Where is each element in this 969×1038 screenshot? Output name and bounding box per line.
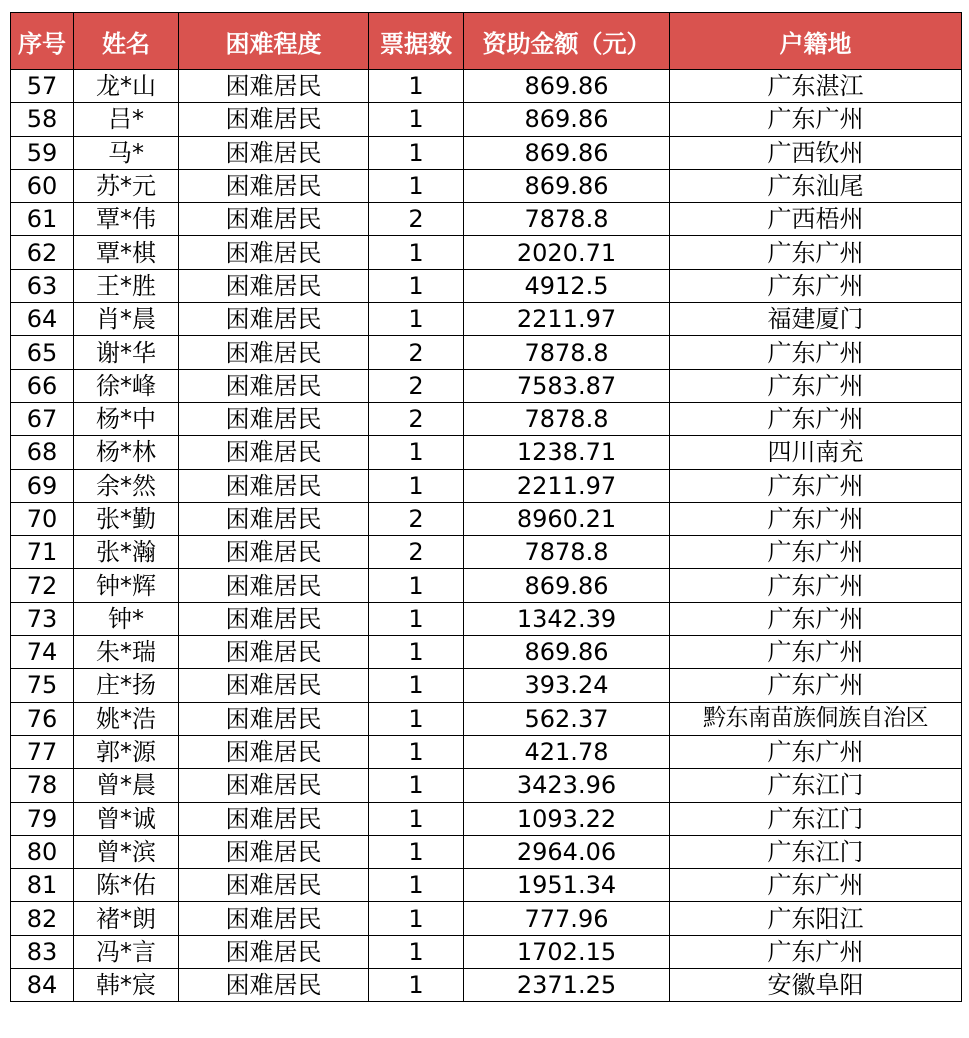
- cell-name: 徐*峰: [74, 369, 179, 402]
- cell-name: 肖*晨: [74, 303, 179, 336]
- table-row: [11, 935, 962, 968]
- cell-aid-amount: 421.78: [464, 735, 670, 768]
- cell-name: 吕*: [74, 103, 179, 136]
- cell-hardship-level: 困难居民: [179, 169, 369, 202]
- cell-receipt-count: 1: [369, 136, 464, 169]
- table-row: [11, 303, 962, 336]
- cell-index: 57: [11, 70, 74, 103]
- cell-receipt-count: 2: [369, 203, 464, 236]
- cell-household-registration: 广东江门: [670, 769, 962, 802]
- cell-index: 78: [11, 769, 74, 802]
- cell-name: 覃*棋: [74, 236, 179, 269]
- table-row: [11, 735, 962, 768]
- cell-receipt-count: 1: [369, 702, 464, 735]
- cell-name: 朱*瑞: [74, 636, 179, 669]
- cell-household-registration: 广东广州: [670, 735, 962, 768]
- cell-name: 王*胜: [74, 269, 179, 302]
- table-row: [11, 502, 962, 535]
- cell-household-registration: 广东广州: [670, 502, 962, 535]
- cell-receipt-count: 1: [369, 869, 464, 902]
- cell-hardship-level: 困难居民: [179, 802, 369, 835]
- cell-household-registration: 广西钦州: [670, 136, 962, 169]
- cell-name: 张*瀚: [74, 536, 179, 569]
- cell-name: 姚*浩: [74, 702, 179, 735]
- cell-aid-amount: 869.86: [464, 136, 670, 169]
- cell-receipt-count: 1: [369, 236, 464, 269]
- cell-aid-amount: 869.86: [464, 569, 670, 602]
- cell-index: 80: [11, 835, 74, 868]
- cell-name: 龙*山: [74, 70, 179, 103]
- table-body: [11, 70, 962, 1002]
- cell-name: 韩*宸: [74, 969, 179, 1002]
- cell-household-registration: 黔东南苗族侗族自治区: [670, 702, 962, 735]
- table-row: [11, 169, 962, 202]
- cell-household-registration: 广东广州: [670, 602, 962, 635]
- cell-receipt-count: 2: [369, 336, 464, 369]
- cell-index: 63: [11, 269, 74, 302]
- cell-aid-amount: 7878.8: [464, 536, 670, 569]
- cell-aid-amount: 3423.96: [464, 769, 670, 802]
- cell-name: 陈*佑: [74, 869, 179, 902]
- cell-hardship-level: 困难居民: [179, 835, 369, 868]
- cell-hardship-level: 困难居民: [179, 769, 369, 802]
- table-row: [11, 869, 962, 902]
- cell-index: 74: [11, 636, 74, 669]
- cell-aid-amount: 1093.22: [464, 802, 670, 835]
- cell-name: 马*: [74, 136, 179, 169]
- cell-index: 83: [11, 935, 74, 968]
- cell-receipt-count: 2: [369, 402, 464, 435]
- cell-index: 60: [11, 169, 74, 202]
- cell-receipt-count: 1: [369, 902, 464, 935]
- cell-hardship-level: 困难居民: [179, 602, 369, 635]
- cell-receipt-count: 1: [369, 169, 464, 202]
- cell-household-registration: 福建厦门: [670, 303, 962, 336]
- header-name: 姓名: [74, 13, 179, 70]
- cell-index: 75: [11, 669, 74, 702]
- cell-name: 张*勤: [74, 502, 179, 535]
- table-row: [11, 402, 962, 435]
- table-row: [11, 70, 962, 103]
- cell-hardship-level: 困难居民: [179, 70, 369, 103]
- cell-household-registration: 广东广州: [670, 636, 962, 669]
- cell-receipt-count: 2: [369, 369, 464, 402]
- cell-aid-amount: 869.86: [464, 70, 670, 103]
- cell-household-registration: 四川南充: [670, 436, 962, 469]
- cell-aid-amount: 7878.8: [464, 402, 670, 435]
- cell-hardship-level: 困难居民: [179, 502, 369, 535]
- table-row: [11, 835, 962, 868]
- table-row: [11, 602, 962, 635]
- cell-receipt-count: 1: [369, 436, 464, 469]
- cell-name: 庄*扬: [74, 669, 179, 702]
- cell-household-registration: 广东广州: [670, 935, 962, 968]
- cell-aid-amount: 2020.71: [464, 236, 670, 269]
- cell-household-registration: 广西梧州: [670, 203, 962, 236]
- cell-hardship-level: 困难居民: [179, 569, 369, 602]
- cell-hardship-level: 困难居民: [179, 203, 369, 236]
- cell-aid-amount: 2371.25: [464, 969, 670, 1002]
- cell-name: 苏*元: [74, 169, 179, 202]
- cell-aid-amount: 4912.5: [464, 269, 670, 302]
- cell-household-registration: 广东广州: [670, 669, 962, 702]
- cell-hardship-level: 困难居民: [179, 402, 369, 435]
- cell-aid-amount: 869.86: [464, 103, 670, 136]
- cell-name: 郭*源: [74, 735, 179, 768]
- cell-household-registration: 广东江门: [670, 802, 962, 835]
- cell-aid-amount: 562.37: [464, 702, 670, 735]
- cell-receipt-count: 1: [369, 835, 464, 868]
- cell-household-registration: 广东广州: [670, 103, 962, 136]
- table-row: [11, 203, 962, 236]
- header-aid-amount: 资助金额（元）: [464, 13, 670, 70]
- cell-name: 谢*华: [74, 336, 179, 369]
- table-row: [11, 636, 962, 669]
- cell-index: 61: [11, 203, 74, 236]
- cell-name: 曾*晨: [74, 769, 179, 802]
- cell-index: 67: [11, 402, 74, 435]
- cell-aid-amount: 7583.87: [464, 369, 670, 402]
- cell-index: 65: [11, 336, 74, 369]
- table-row: [11, 436, 962, 469]
- table-row: [11, 369, 962, 402]
- table-row: [11, 702, 962, 735]
- cell-index: 71: [11, 536, 74, 569]
- cell-household-registration: 广东广州: [670, 569, 962, 602]
- cell-receipt-count: 1: [369, 103, 464, 136]
- cell-index: 81: [11, 869, 74, 902]
- table-row: [11, 769, 962, 802]
- cell-receipt-count: 2: [369, 502, 464, 535]
- cell-index: 77: [11, 735, 74, 768]
- cell-receipt-count: 1: [369, 802, 464, 835]
- header-household-registration: 户籍地: [670, 13, 962, 70]
- cell-household-registration: 广东广州: [670, 369, 962, 402]
- cell-name: 钟*辉: [74, 569, 179, 602]
- cell-aid-amount: 7878.8: [464, 336, 670, 369]
- cell-name: 褚*朗: [74, 902, 179, 935]
- cell-household-registration: 广东广州: [670, 469, 962, 502]
- cell-index: 66: [11, 369, 74, 402]
- header-hardship-level: 困难程度: [179, 13, 369, 70]
- cell-receipt-count: 1: [369, 969, 464, 1002]
- cell-index: 64: [11, 303, 74, 336]
- cell-receipt-count: 1: [369, 602, 464, 635]
- cell-aid-amount: 1702.15: [464, 935, 670, 968]
- cell-hardship-level: 困难居民: [179, 136, 369, 169]
- cell-receipt-count: 1: [369, 669, 464, 702]
- cell-aid-amount: 393.24: [464, 669, 670, 702]
- cell-hardship-level: 困难居民: [179, 636, 369, 669]
- cell-aid-amount: 7878.8: [464, 203, 670, 236]
- cell-name: 曾*诚: [74, 802, 179, 835]
- cell-hardship-level: 困难居民: [179, 969, 369, 1002]
- cell-index: 72: [11, 569, 74, 602]
- cell-hardship-level: 困难居民: [179, 669, 369, 702]
- cell-receipt-count: 1: [369, 70, 464, 103]
- cell-aid-amount: 869.86: [464, 169, 670, 202]
- cell-index: 68: [11, 436, 74, 469]
- cell-aid-amount: 8960.21: [464, 502, 670, 535]
- cell-hardship-level: 困难居民: [179, 869, 369, 902]
- cell-aid-amount: 869.86: [464, 636, 670, 669]
- cell-receipt-count: 1: [369, 469, 464, 502]
- table-row: [11, 669, 962, 702]
- header-receipt-count: 票据数: [369, 13, 464, 70]
- cell-household-registration: 广东阳江: [670, 902, 962, 935]
- cell-hardship-level: 困难居民: [179, 735, 369, 768]
- table-row: [11, 469, 962, 502]
- cell-aid-amount: 1238.71: [464, 436, 670, 469]
- cell-receipt-count: 1: [369, 735, 464, 768]
- cell-aid-amount: 2964.06: [464, 835, 670, 868]
- table-row: [11, 136, 962, 169]
- cell-household-registration: 广东广州: [670, 536, 962, 569]
- cell-index: 62: [11, 236, 74, 269]
- table-row: [11, 536, 962, 569]
- cell-hardship-level: 困难居民: [179, 935, 369, 968]
- header-row: [11, 13, 962, 70]
- cell-hardship-level: 困难居民: [179, 303, 369, 336]
- cell-hardship-level: 困难居民: [179, 702, 369, 735]
- cell-index: 82: [11, 902, 74, 935]
- cell-receipt-count: 1: [369, 569, 464, 602]
- cell-name: 冯*言: [74, 935, 179, 968]
- cell-name: 杨*林: [74, 436, 179, 469]
- cell-aid-amount: 1342.39: [464, 602, 670, 635]
- header-index: 序号: [11, 13, 74, 70]
- cell-aid-amount: 777.96: [464, 902, 670, 935]
- cell-name: 余*然: [74, 469, 179, 502]
- cell-household-registration: 广东广州: [670, 269, 962, 302]
- cell-index: 79: [11, 802, 74, 835]
- cell-receipt-count: 1: [369, 303, 464, 336]
- cell-household-registration: 广东湛江: [670, 70, 962, 103]
- table-row: [11, 802, 962, 835]
- cell-index: 59: [11, 136, 74, 169]
- cell-receipt-count: 1: [369, 636, 464, 669]
- cell-aid-amount: 2211.97: [464, 303, 670, 336]
- table-row: [11, 236, 962, 269]
- cell-household-registration: 广东汕尾: [670, 169, 962, 202]
- cell-index: 84: [11, 969, 74, 1002]
- cell-household-registration: 广东广州: [670, 336, 962, 369]
- cell-index: 76: [11, 702, 74, 735]
- cell-hardship-level: 困难居民: [179, 236, 369, 269]
- cell-household-registration: 广东江门: [670, 835, 962, 868]
- cell-hardship-level: 困难居民: [179, 469, 369, 502]
- cell-hardship-level: 困难居民: [179, 103, 369, 136]
- cell-name: 钟*: [74, 602, 179, 635]
- cell-hardship-level: 困难居民: [179, 536, 369, 569]
- cell-index: 69: [11, 469, 74, 502]
- table-row: [11, 336, 962, 369]
- cell-aid-amount: 2211.97: [464, 469, 670, 502]
- cell-index: 70: [11, 502, 74, 535]
- table-row: [11, 969, 962, 1002]
- cell-hardship-level: 困难居民: [179, 336, 369, 369]
- cell-aid-amount: 1951.34: [464, 869, 670, 902]
- table-row: [11, 269, 962, 302]
- cell-receipt-count: 1: [369, 769, 464, 802]
- cell-household-registration: 广东广州: [670, 236, 962, 269]
- cell-receipt-count: 1: [369, 935, 464, 968]
- table-row: [11, 103, 962, 136]
- table-row: [11, 569, 962, 602]
- cell-household-registration: 广东广州: [670, 402, 962, 435]
- cell-hardship-level: 困难居民: [179, 269, 369, 302]
- cell-name: 杨*中: [74, 402, 179, 435]
- table-row: [11, 902, 962, 935]
- cell-hardship-level: 困难居民: [179, 436, 369, 469]
- cell-name: 曾*滨: [74, 835, 179, 868]
- cell-household-registration: 广东广州: [670, 869, 962, 902]
- cell-index: 73: [11, 602, 74, 635]
- cell-hardship-level: 困难居民: [179, 902, 369, 935]
- cell-hardship-level: 困难居民: [179, 369, 369, 402]
- cell-index: 58: [11, 103, 74, 136]
- cell-household-registration: 安徽阜阳: [670, 969, 962, 1002]
- cell-receipt-count: 1: [369, 269, 464, 302]
- cell-receipt-count: 2: [369, 536, 464, 569]
- aid-table: [10, 12, 962, 1002]
- cell-name: 覃*伟: [74, 203, 179, 236]
